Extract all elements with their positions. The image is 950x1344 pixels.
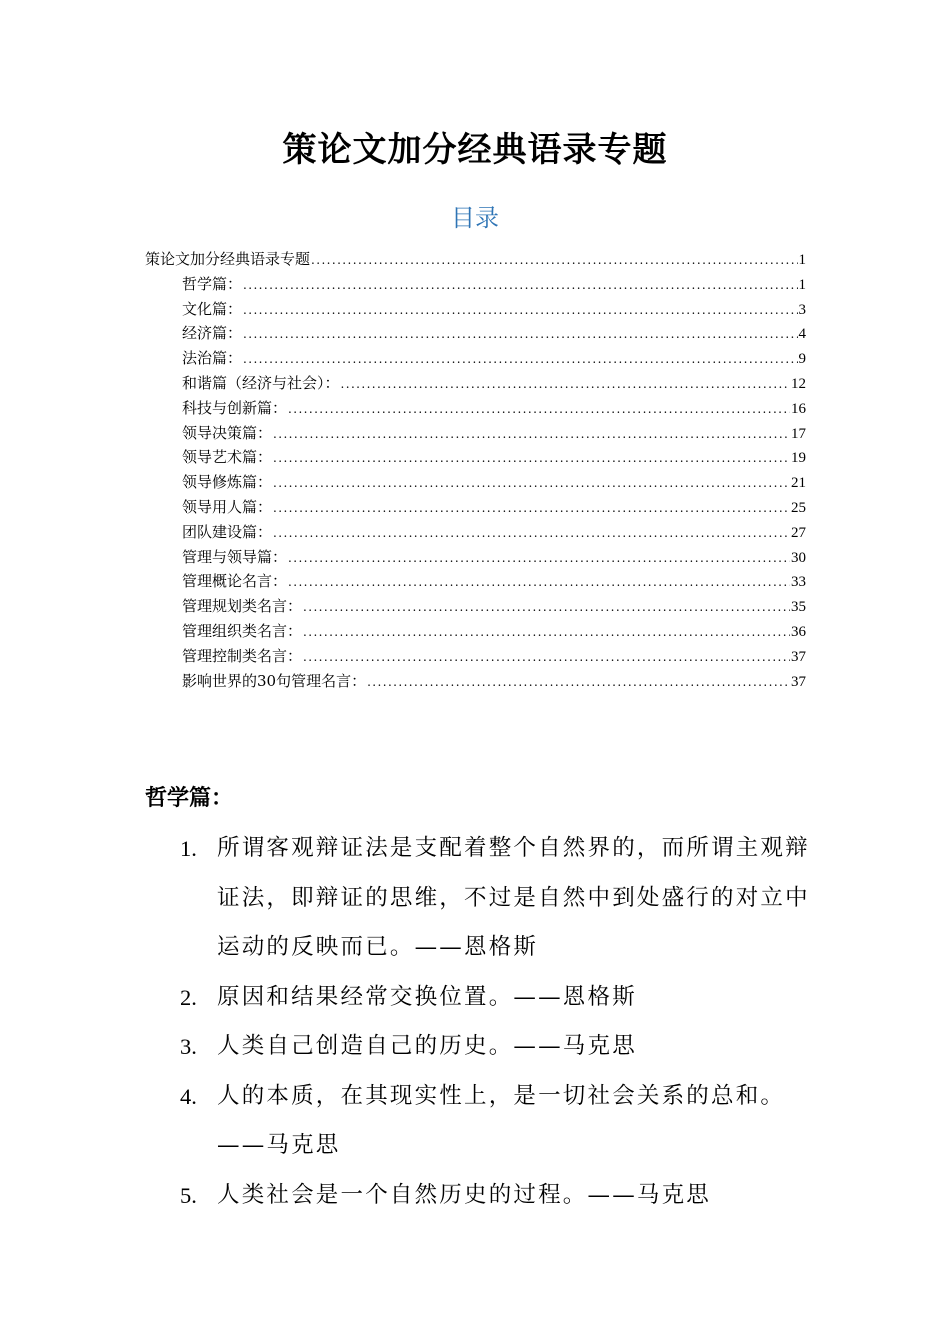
- quote-item: [180, 1072, 810, 1171]
- quote-item: [180, 824, 810, 973]
- quote-text: 人类自己创造自己的历史。——马克思: [217, 1033, 637, 1059]
- toc-entry[interactable]: [145, 545, 806, 570]
- toc-entry[interactable]: [145, 669, 806, 694]
- toc-leader-dots: [273, 422, 790, 447]
- toc-entry-label[interactable]: 策论文加分经典语录专题: [145, 250, 311, 268]
- toc-entry-label[interactable]: 管理规划类名言：: [182, 597, 303, 616]
- toc-entry-page: 25: [791, 499, 806, 516]
- quote-number: 2.: [180, 984, 197, 1010]
- toc-leader-dots: [273, 521, 790, 546]
- quote-text: 原因和结果经常交换位置。——恩格斯: [217, 983, 637, 1010]
- toc-entry[interactable]: [145, 594, 806, 619]
- toc-entry-label[interactable]: 管理与领导篇：: [182, 547, 288, 566]
- quote-text: 人类社会是一个自然历史的过程。——马克思: [217, 1181, 712, 1208]
- toc-entry-page: 33: [791, 574, 806, 591]
- toc-leader-dots: [288, 546, 790, 571]
- quote-number: 4.: [180, 1083, 197, 1109]
- toc-entry-label[interactable]: 领导用人篇：: [182, 497, 273, 516]
- toc-leader-dots: [243, 347, 797, 372]
- toc-entry-page: 1: [798, 276, 806, 293]
- toc-entry-label[interactable]: 经济篇：: [182, 324, 243, 343]
- toc-leader-dots: [303, 595, 790, 620]
- toc-entry[interactable]: [145, 619, 806, 644]
- quote-number: 3.: [180, 1034, 197, 1059]
- toc-leader-dots: [367, 670, 790, 695]
- toc-entry[interactable]: [145, 297, 806, 322]
- toc-entry-page: 36: [791, 623, 806, 640]
- toc-entry[interactable]: [145, 569, 806, 594]
- quote-list: [180, 824, 810, 1220]
- toc-entry[interactable]: [145, 470, 806, 495]
- toc-entry[interactable]: [145, 371, 806, 396]
- toc-entry-page: 37: [791, 648, 806, 665]
- toc-entry-page: 21: [791, 475, 806, 492]
- quote-item: [180, 973, 810, 1023]
- toc-leader-dots: [303, 645, 790, 670]
- toc-leader-dots: [243, 298, 797, 323]
- toc-entry-label[interactable]: 法治篇：: [182, 349, 243, 368]
- toc-leader-dots: [341, 372, 790, 397]
- toc-entry-label[interactable]: 领导决策篇：: [182, 423, 273, 442]
- toc-entry[interactable]: [145, 520, 806, 545]
- toc-entry[interactable]: [145, 247, 806, 272]
- toc-entry[interactable]: [145, 421, 806, 446]
- toc-entry-label[interactable]: 科技与创新篇：: [182, 398, 288, 417]
- quote-text: 人的本质，在其现实性上，是一切社会关系的总和。——马克思: [217, 1082, 786, 1158]
- quote-number: 1.: [180, 836, 197, 861]
- toc-entry-page: 1: [798, 252, 806, 268]
- toc-entry[interactable]: [145, 495, 806, 520]
- quote-item: [180, 1022, 810, 1072]
- toc-entry-page: 16: [791, 400, 806, 417]
- toc-entry-label[interactable]: 管理控制类名言：: [182, 646, 303, 665]
- toc-leader-dots: [303, 620, 790, 645]
- toc-entry-page: 9: [798, 351, 806, 368]
- toc-entry-label[interactable]: 领导修炼篇：: [182, 473, 273, 492]
- toc-leader-dots: [273, 496, 790, 521]
- toc-leader-dots: [288, 570, 790, 595]
- toc-entry[interactable]: [145, 272, 806, 297]
- toc-entry-label[interactable]: 团队建设篇：: [182, 522, 273, 541]
- toc-entry-page: 17: [791, 425, 806, 442]
- toc-entry-label[interactable]: 领导艺术篇：: [182, 448, 273, 467]
- toc-entry-page: 3: [798, 301, 806, 318]
- toc-entry[interactable]: [145, 644, 806, 669]
- toc-leader-dots: [273, 446, 790, 471]
- table-of-contents: [145, 247, 806, 693]
- document-title: 策论文加分经典语录专题: [282, 130, 668, 170]
- toc-entry[interactable]: [145, 346, 806, 371]
- toc-entry-page: 19: [791, 450, 806, 467]
- toc-entry-page: 27: [791, 524, 806, 541]
- toc-entry-page: 12: [791, 375, 806, 392]
- toc-entry-label[interactable]: 管理概论名言：: [182, 572, 288, 591]
- toc-entry-label[interactable]: 哲学篇：: [182, 274, 243, 293]
- toc-heading: 目录: [451, 204, 499, 232]
- toc-leader-dots: [273, 471, 790, 496]
- toc-entry[interactable]: [145, 321, 806, 346]
- toc-entry-label[interactable]: 管理组织类名言：: [182, 621, 303, 640]
- quote-number: 5.: [180, 1182, 197, 1208]
- toc-leader-dots: [288, 397, 790, 422]
- toc-entry[interactable]: [145, 396, 806, 421]
- toc-entry-label[interactable]: 和谐篇（经济与社会）：: [182, 373, 340, 392]
- quote-item: [180, 1171, 810, 1221]
- toc-entry-page: 35: [791, 599, 806, 616]
- toc-entry-page: 4: [798, 326, 806, 343]
- toc-entry-page: 30: [791, 549, 806, 566]
- toc-leader-dots: [243, 322, 797, 347]
- toc-entry[interactable]: [145, 445, 806, 470]
- toc-leader-dots: [311, 248, 797, 273]
- quote-text: 所谓客观辩证法是支配着整个自然界的，而所谓主观辩证法，即辩证的思维，不过是自然中到处盛行的对立中运动的反映而已。——恩格斯: [217, 835, 810, 960]
- section-heading: 哲学篇：: [145, 785, 234, 811]
- toc-leader-dots: [243, 273, 797, 298]
- toc-entry-label[interactable]: 文化篇：: [182, 299, 243, 318]
- toc-entry-page: 37: [791, 673, 806, 690]
- toc-entry-label[interactable]: 影响世界的30句管理名言：: [182, 671, 367, 690]
